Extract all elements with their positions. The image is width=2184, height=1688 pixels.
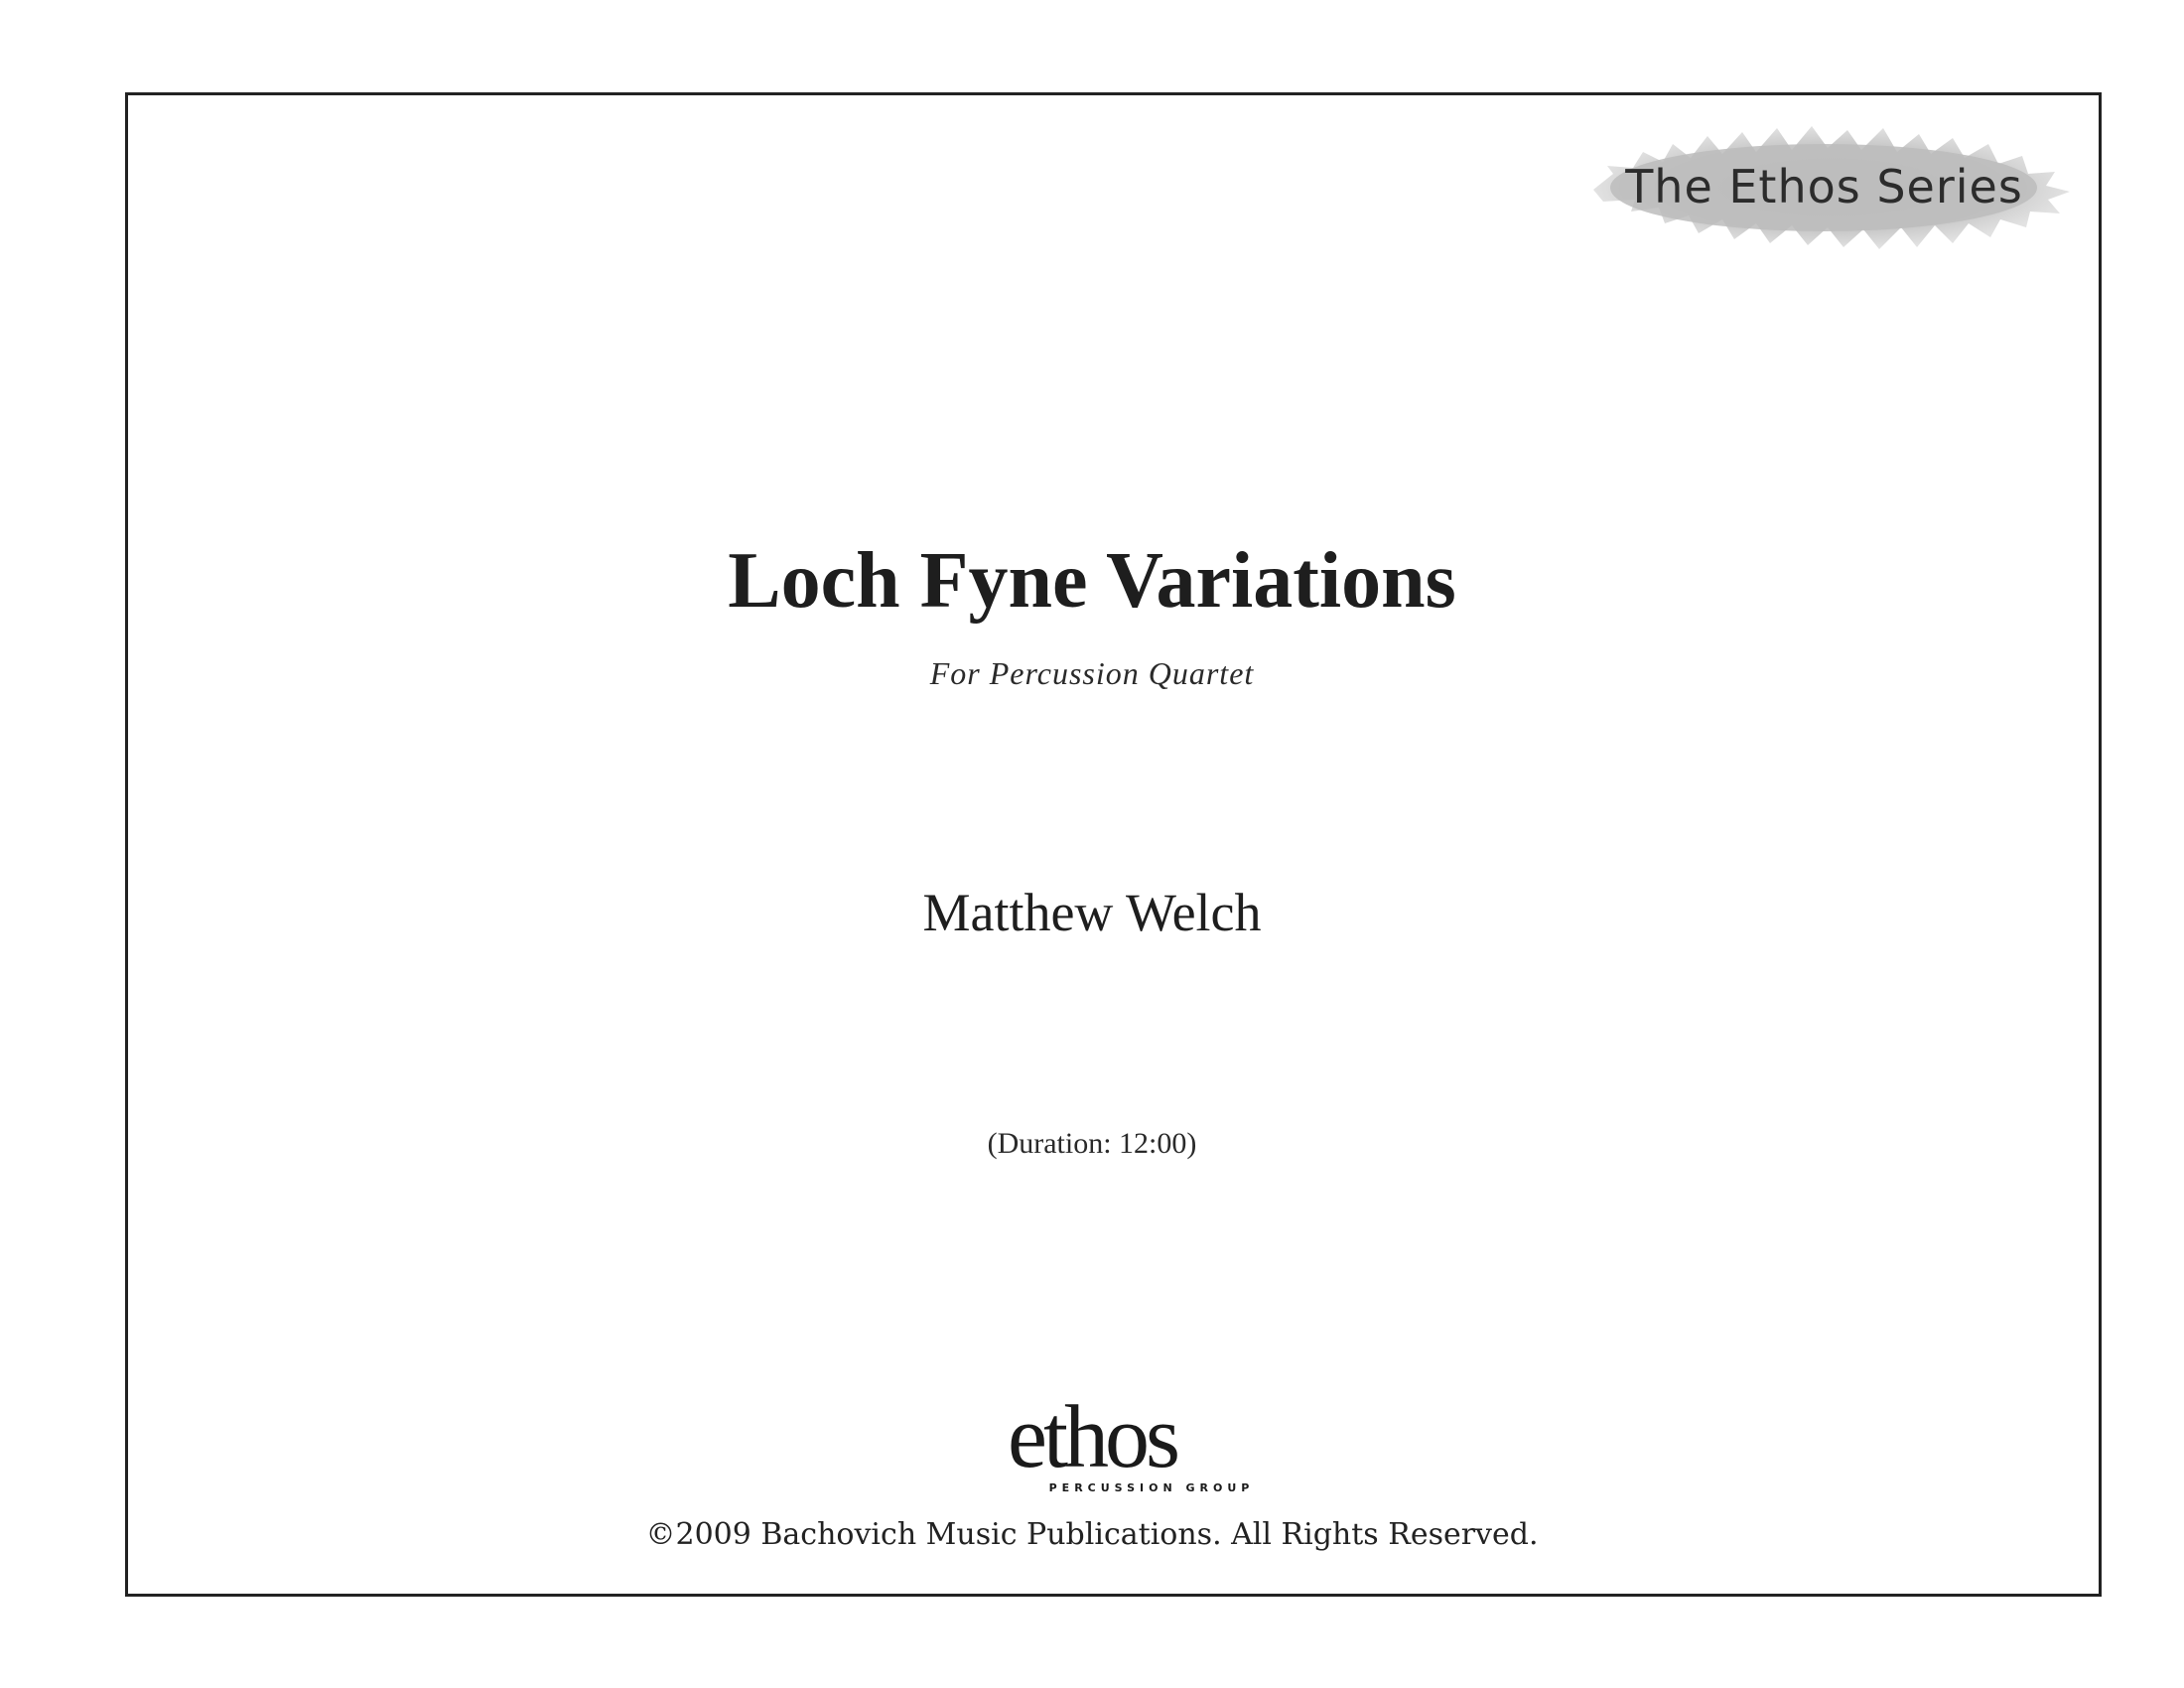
page-frame [125, 92, 2102, 1597]
series-badge [1573, 122, 2075, 251]
logo-wordmark: ethos [1008, 1388, 1176, 1486]
page-subtitle: For Percussion Quartet [929, 655, 1255, 691]
composer-name: Matthew Welch [922, 883, 1262, 942]
ethos-logo [0, 1388, 2184, 1494]
logo-tagline: PERCUSSION GROUP [1048, 1481, 1255, 1494]
copyright-notice: ©2009 Bachovich Music Publications. All Rights Reserved. [645, 1517, 1539, 1552]
series-label: The Ethos Series [1625, 160, 2023, 213]
duration-text: (Duration: 12:00) [987, 1127, 1197, 1160]
page-title: Loch Fyne Variations [728, 537, 1456, 625]
